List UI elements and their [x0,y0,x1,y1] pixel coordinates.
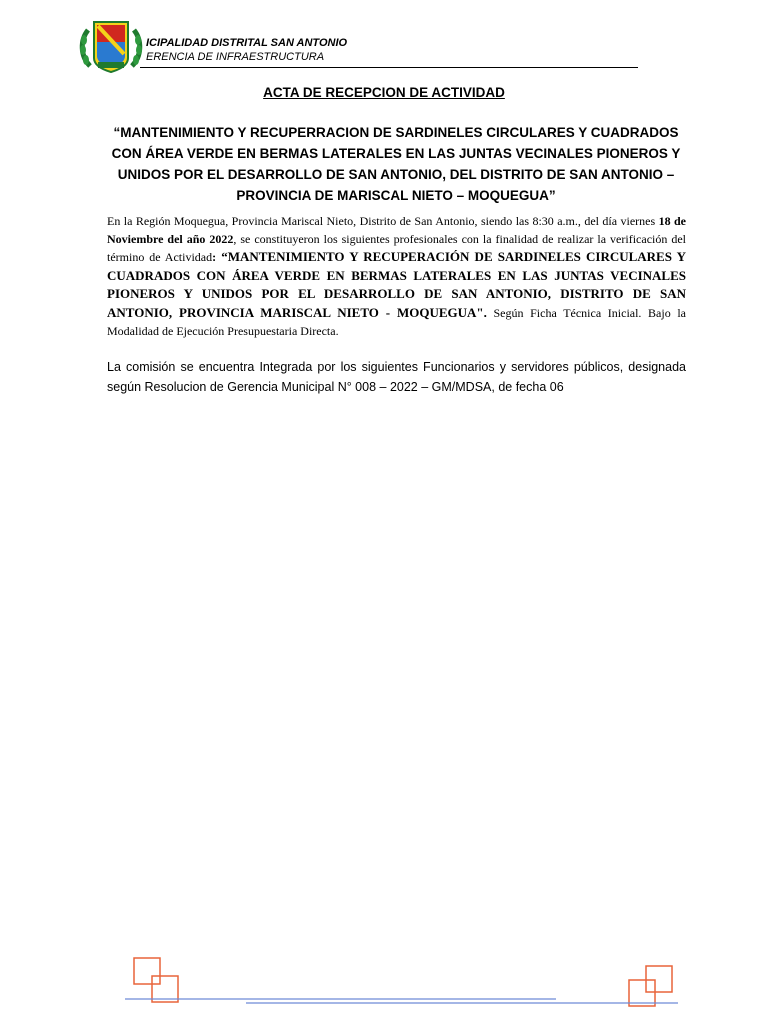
reception-date: 18 de Noviembre del año 2022 [107,214,687,246]
paragraph-intro-text: En la Región Moquegua, Provincia Mariscal Nieto, Distrito de San Antonio, siendo las 8:30 a.m., del día viernes [107,214,659,228]
municipal-shield-logo-icon [78,18,144,74]
institution-name: ICIPALIDAD DISTRITAL SAN ANTONIO [146,37,348,49]
footer-decoration [0,940,768,1024]
footer-square-icon [152,976,178,1002]
intro-paragraph [107,213,686,340]
header-divider [140,67,638,68]
colon: : [212,250,217,265]
document-title: ACTA DE RECEPCION DE ACTIVIDAD [263,85,505,100]
footer-square-icon [629,980,655,1006]
department-name: ERENCIA DE INFRAESTRUCTURA [146,51,325,63]
commission-paragraph: La comisión se encuentra Integrada por los siguientes Funcionarios y servidores públicos, designada según Resolucion de Gerencia Municipal N° 008 – 2022 – GM/MDSA, de fecha 06 [107,360,686,394]
activity-name: “MANTENIMIENTO Y RECUPERACIÓN DE SARDINELES CIRCULARES Y CUADRADOS CON ÁREA VERDE EN BERMAS LATERALES EN LAS JUNTAS VECINALES PIONEROS Y UNIDOS POR EL DESARROLLO DE SAN ANTONIO, DISTRITO DE SAN ANTONIO, PROVINCIA MARISCAL NIETO - MOQUEGUA". [107,249,687,320]
footer-square-icon [646,966,672,992]
footer-square-icon [134,958,160,984]
paragraph-end-text: Según Ficha Técnica Inicial. Bajo la Modalidad de Ejecución Presupuestaria Directa. [107,305,687,338]
paragraph-middle-text: , se constituyeron los siguientes profesionales con la finalidad de realizar la verificación del término de Actividad [107,231,686,265]
activity-title: “MANTENIMIENTO Y RECUPERRACION DE SARDINELES CIRCULARES Y CUADRADOS CON ÁREA VERDE EN BERMAS LATERALES EN LAS JUNTAS VECINALES PIONEROS Y UNIDOS POR EL DESARROLLO DE SAN ANTONIO, DEL DISTRITO DE SAN ANTONIO – PROVINCIA DE MARISCAL NIETO – MOQUEGUA” [111,125,681,203]
